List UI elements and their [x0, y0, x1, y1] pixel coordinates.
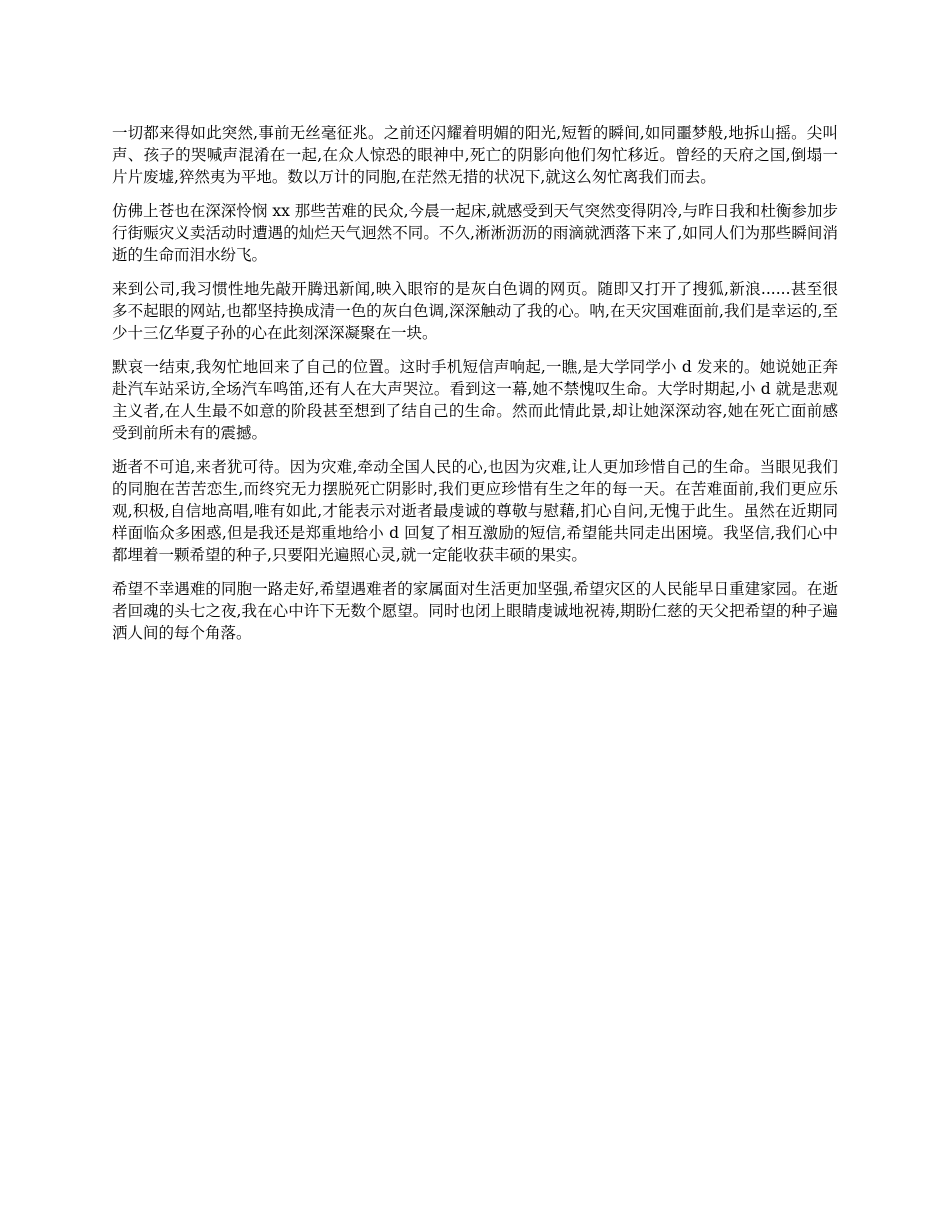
paragraph-5: 逝者不可追,来者犹可待。因为灾难,牵动全国人民的心,也因为灾难,让人更加珍惜自己的生命。当眼见我们的同胞在苦苦恋生,而终究无力摆脱死亡阴影时,我们更应珍惜有生之年的每一天。在苦难面前,我们更应乐观,积极,自信地高唱,唯有如此,才能表示对逝者最虔诚的尊敬与慰藉,扪心自问,无愧于此生。虽然在近期同样面临众多困惑,但是我还是郑重地给小 d 回复了相互激励的短信,希望能共同走出困境。我坚信,我们心中都埋着一颗希望的种子,只要阳光遍照心灵,就一定能收获丰硕的果实。 [112, 458, 838, 564]
paragraph-3: 来到公司,我习惯性地先敲开腾迅新闻,映入眼帘的是灰白色调的网页。随即又打开了搜狐,新浪......甚至很多不起眼的网站,也都坚持换成清一色的灰白色调,深深触动了我的心。呐,在天灾国难面前,我们是幸运的,至少十三亿华夏子孙的心在此刻深深凝聚在一块。 [112, 280, 838, 342]
paragraph-1: 一切都来得如此突然,事前无丝毫征兆。之前还闪耀着明媚的阳光,短暂的瞬间,如同噩梦般,地拆山摇。尖叫声、孩子的哭喊声混淆在一起,在众人惊恐的眼神中,死亡的阴影向他们匆忙移近。曾经的天府之国,倒塌一片片废墟,猝然夷为平地。数以万计的同胞,在茫然无措的状况下,就这么匆忙离我们而去。 [112, 124, 838, 186]
document-body [112, 122, 838, 656]
paragraph-6: 希望不幸遇难的同胞一路走好,希望遇难者的家属面对生活更加坚强,希望灾区的人民能早日重建家园。在逝者回魂的头七之夜,我在心中许下无数个愿望。同时也闭上眼睛虔诚地祝祷,期盼仁慈的天父把希望的种子遍洒人间的每个角落。 [112, 580, 838, 642]
paragraph-4: 默哀一结束,我匆忙地回来了自己的位置。这时手机短信声响起,一瞧,是大学同学小 d 发来的。她说她正奔赴汽车站采访,全场汽车鸣笛,还有人在大声哭泣。看到这一幕,她不禁愧叹生命。大学时期起,小 d 就是悲观主义者,在人生最不如意的阶段甚至想到了结自己的生命。然而此情此景,却让她深深动容,她在死亡面前感受到前所未有的震撼。 [112, 358, 838, 442]
paragraph-2: 仿佛上苍也在深深怜悯 xx 那些苦难的民众,今晨一起床,就感受到天气突然变得阴冷,与昨日我和杜衡参加步行街赈灾义卖活动时遭遇的灿烂天气迥然不同。不久,淅淅沥沥的雨滴就洒落下来了,如同人们为那些瞬间消逝的生命而泪水纷飞。 [112, 202, 838, 264]
